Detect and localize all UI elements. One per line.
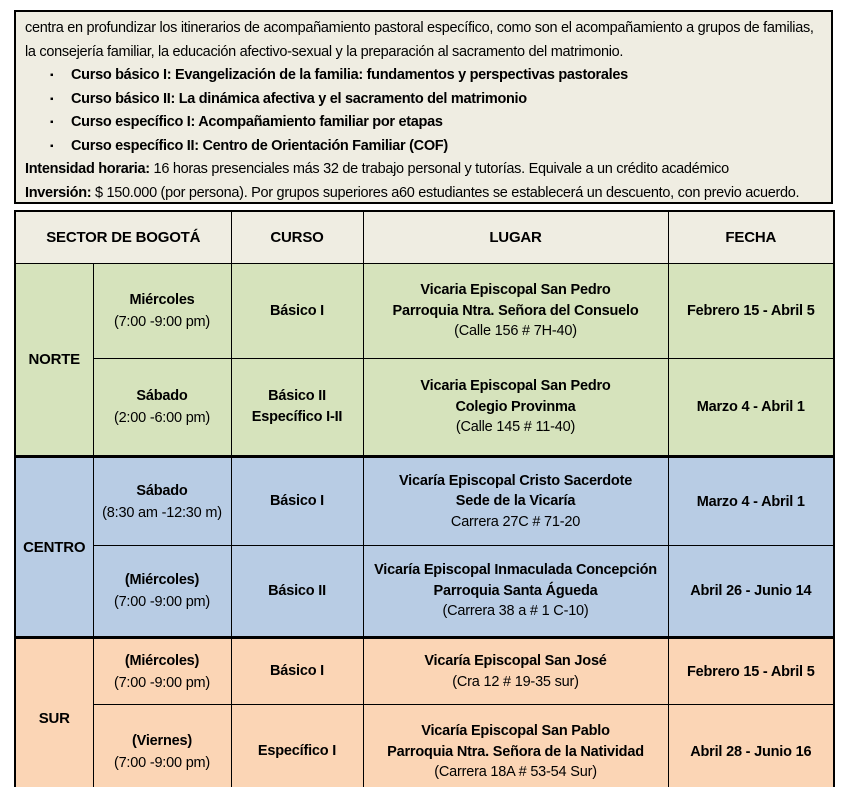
table-header-row bbox=[15, 211, 834, 264]
intro-box bbox=[14, 10, 833, 204]
inversion-text: $ 150.000 (por persona). Por grupos superiores a60 estudiantes se establecerá un descuento, con previo acuerdo. bbox=[91, 184, 800, 201]
lugar-name: Vicaría Episcopal San José bbox=[424, 653, 607, 669]
col-header-sector: SECTOR DE BOGOTÁ bbox=[15, 211, 231, 264]
lugar-cell bbox=[363, 546, 668, 638]
intensidad-line bbox=[25, 158, 822, 182]
table-row bbox=[15, 546, 834, 638]
inversion-label: Inversión: bbox=[25, 184, 92, 201]
time-range: (8:30 am -12:30 m) bbox=[102, 504, 222, 521]
bullet-square-icon: ▪ bbox=[50, 140, 54, 152]
day-time-cell bbox=[93, 705, 231, 787]
day-name: (Miércoles) bbox=[124, 652, 200, 669]
lugar-address: (Calle 145 # 11-40) bbox=[455, 419, 576, 436]
day-time-cell bbox=[93, 264, 231, 359]
lugar-name: Parroquia Ntra. Señora del Consuelo bbox=[392, 302, 639, 319]
fecha-cell: Marzo 4 - Abril 1 bbox=[668, 457, 834, 546]
bullet-text: Curso básico I: Evangelización de la familia: fundamentos y perspectivas pastorales bbox=[71, 67, 628, 83]
bullet-text: Curso específico II: Centro de Orientación Familiar (COF) bbox=[71, 137, 448, 154]
fecha-cell: Marzo 4 - Abril 1 bbox=[668, 359, 834, 457]
day-name: (Miércoles) bbox=[124, 572, 200, 588]
lugar-address: (Cra 12 # 19-35 sur) bbox=[452, 673, 579, 690]
curso-cell bbox=[231, 638, 363, 705]
lugar-cell bbox=[363, 638, 668, 705]
bullet-square-icon: ▪ bbox=[50, 70, 54, 81]
day-name: Sábado bbox=[136, 388, 188, 404]
lugar-name: Vicaria Episcopal San Pedro bbox=[420, 282, 611, 299]
bullet-item bbox=[25, 111, 822, 135]
lugar-name: Sede de la Vicaría bbox=[455, 493, 576, 510]
time-range: (7:00 -9:00 pm) bbox=[113, 674, 211, 691]
lugar-name: Colegio Provinma bbox=[455, 398, 576, 415]
curso-cell bbox=[231, 546, 363, 638]
day-time-cell bbox=[93, 546, 231, 638]
curso-cell bbox=[231, 359, 363, 457]
lugar-name: Vicaría Episcopal San Pablo bbox=[421, 723, 610, 739]
curso-cell bbox=[231, 264, 363, 359]
lugar-cell bbox=[363, 705, 668, 787]
intensidad-label: Intensidad horaria: bbox=[25, 161, 150, 177]
curso-name: Básico I bbox=[270, 302, 325, 319]
sector-label-norte: NORTE bbox=[15, 264, 93, 457]
sector-label-sur: SUR bbox=[15, 638, 93, 787]
schedule-table bbox=[14, 210, 835, 787]
lugar-name: Parroquia Ntra. Señora de la Natividad bbox=[387, 743, 644, 760]
lugar-name: Parroquia Santa Águeda bbox=[433, 582, 598, 599]
bullet-square-icon: ▪ bbox=[50, 93, 54, 105]
time-range: (7:00 -9:00 pm) bbox=[113, 594, 211, 610]
curso-name: Específico I-II bbox=[251, 409, 343, 425]
curso-name: Básico I bbox=[270, 663, 325, 679]
time-range: (7:00 -9:00 pm) bbox=[113, 314, 211, 330]
lugar-cell bbox=[363, 359, 668, 457]
fecha-cell: Febrero 15 - Abril 5 bbox=[668, 638, 834, 705]
curso-name: Básico II bbox=[268, 388, 326, 404]
day-time-cell bbox=[93, 359, 231, 457]
table-row bbox=[15, 457, 834, 546]
day-name: Miércoles bbox=[129, 292, 195, 308]
intensidad-text: 16 horas presenciales más 32 de trabajo personal y tutorías. Equivale a un crédito académico bbox=[149, 161, 729, 177]
day-name: (Viernes) bbox=[132, 732, 192, 749]
intro-paragraph: centra en profundizar los itinerarios de acompañamiento pastoral específico, como son el acompañamiento a grupos de familias, la consejería familiar, la educación afectivo-sexual y la preparación al sacramento del matrimonio. bbox=[25, 20, 814, 60]
course-list bbox=[25, 64, 822, 158]
col-header-lugar: LUGAR bbox=[363, 211, 668, 264]
table-row bbox=[15, 359, 834, 457]
curso-name: Específico I bbox=[257, 743, 337, 760]
curso-cell bbox=[231, 705, 363, 787]
time-range: (2:00 -6:00 pm) bbox=[113, 410, 211, 426]
day-time-cell bbox=[93, 638, 231, 705]
bullet-item bbox=[25, 135, 822, 159]
col-header-curso: CURSO bbox=[231, 211, 363, 264]
bullet-item bbox=[25, 88, 822, 112]
day-time-cell bbox=[93, 457, 231, 546]
bullet-text: Curso específico I: Acompañamiento familiar por etapas bbox=[71, 114, 443, 130]
lugar-cell bbox=[363, 457, 668, 546]
curso-cell bbox=[231, 457, 363, 546]
lugar-address: (Carrera 18A # 53-54 Sur) bbox=[434, 764, 597, 780]
lugar-address: (Calle 156 # 7H-40) bbox=[454, 323, 577, 340]
sector-label-centro: CENTRO bbox=[15, 457, 93, 638]
lugar-name: Vicaría Episcopal Inmaculada Concepción bbox=[374, 562, 657, 579]
bullet-square-icon: ▪ bbox=[50, 117, 54, 128]
lugar-name: Vicaria Episcopal San Pedro bbox=[420, 378, 611, 395]
table-row bbox=[15, 705, 834, 787]
curso-name: Básico II bbox=[268, 582, 326, 599]
curso-name: Básico I bbox=[270, 493, 325, 509]
table-row bbox=[15, 264, 834, 359]
col-header-fecha: FECHA bbox=[668, 211, 834, 264]
table-row bbox=[15, 638, 834, 705]
bullet-item bbox=[25, 64, 822, 88]
fecha-cell: Febrero 15 - Abril 5 bbox=[668, 264, 834, 359]
time-range: (7:00 -9:00 pm) bbox=[113, 754, 211, 771]
lugar-name: Vicaría Episcopal Cristo Sacerdote bbox=[398, 472, 633, 489]
fecha-cell: Abril 28 - Junio 16 bbox=[668, 705, 834, 787]
fecha-cell: Abril 26 - Junio 14 bbox=[668, 546, 834, 638]
lugar-address: (Carrera 38 a # 1 C-10) bbox=[442, 603, 589, 620]
day-name: Sábado bbox=[136, 482, 188, 499]
inversion-line bbox=[25, 182, 822, 206]
lugar-address: Carrera 27C # 71-20 bbox=[450, 513, 581, 530]
bullet-text: Curso básico II: La dinámica afectiva y el sacramento del matrimonio bbox=[71, 90, 527, 107]
lugar-cell bbox=[363, 264, 668, 359]
